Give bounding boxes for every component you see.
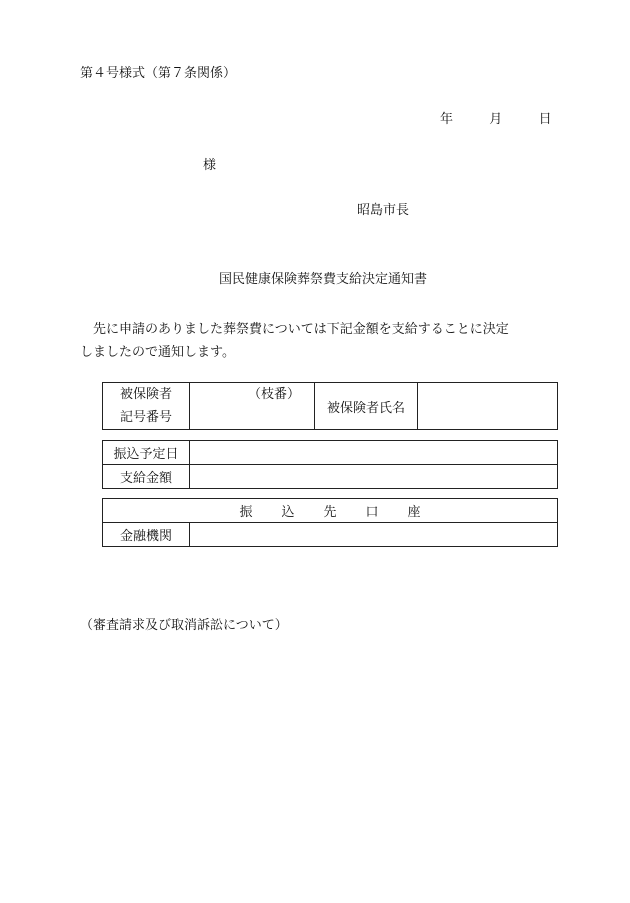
body-line-1: 先に申請のありました葬祭費については下記金額を支給することに決定 xyxy=(93,322,509,337)
issuer: 昭島市長 xyxy=(357,203,410,218)
year-label: 年 xyxy=(440,112,454,127)
transfer-date-label: 振込予定日 xyxy=(103,441,190,465)
amount-value xyxy=(190,465,558,489)
insured-label-line-2: 記号番号 xyxy=(119,410,172,425)
payment-info-table xyxy=(102,440,558,489)
form-number: 第４号様式（第７条関係） xyxy=(80,66,237,81)
insured-number-label xyxy=(103,383,190,430)
transfer-account-table xyxy=(102,498,558,547)
header-char: 先 xyxy=(323,505,337,520)
branch-number-cell xyxy=(190,383,315,430)
bank-value xyxy=(190,523,558,547)
amount-label: 支給金額 xyxy=(103,465,190,489)
body-text xyxy=(80,318,550,364)
header-char: 振 xyxy=(239,505,253,520)
insured-name-value xyxy=(418,383,558,430)
month-label: 月 xyxy=(489,112,503,127)
insured-label-line-1: 被保険者 xyxy=(119,387,172,402)
appeal-heading: （審査請求及び取消訴訟について） xyxy=(80,618,288,633)
transfer-account-header xyxy=(103,499,558,523)
bank-label: 金融機関 xyxy=(103,523,190,547)
date-line xyxy=(440,112,552,128)
header-char: 口 xyxy=(365,505,379,520)
document-title: 国民健康保険葬祭費支給決定通知書 xyxy=(219,272,428,287)
addressee-suffix: 様 xyxy=(203,158,217,173)
day-label: 日 xyxy=(538,112,552,127)
header-char: 座 xyxy=(407,505,421,520)
transfer-date-value xyxy=(190,441,558,465)
branch-number-label: （枝番） xyxy=(247,387,300,402)
header-char: 込 xyxy=(281,505,295,520)
insured-info-table xyxy=(102,382,558,430)
body-line-2: しましたので通知します。 xyxy=(80,345,235,360)
insured-name-label: 被保険者氏名 xyxy=(315,383,418,430)
